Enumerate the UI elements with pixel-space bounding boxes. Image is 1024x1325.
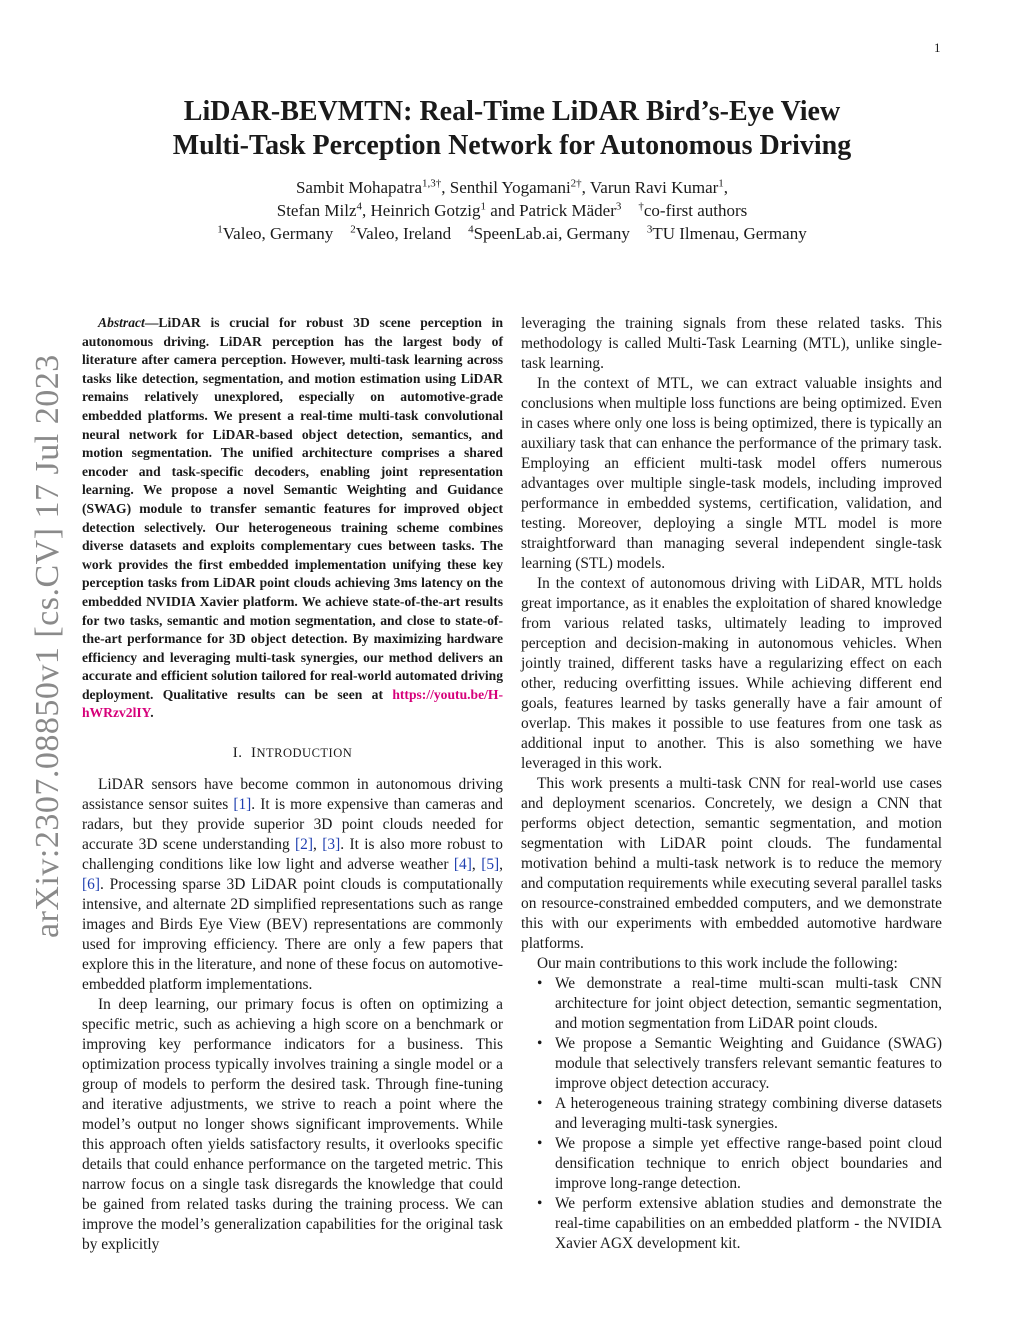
list-item [521, 1134, 942, 1194]
list-item-text: We perform extensive ablation studies and demonstrate the real-time capabilities on an embedded platform - the NVIDIA Xavier AGX development kit. [555, 1195, 942, 1252]
affiliation-mark: 3 [646, 223, 653, 236]
right-column [521, 314, 942, 1254]
bullet: • [537, 1135, 543, 1152]
left-column [82, 314, 503, 1255]
list-item-text: We propose a simple yet effective range-based point cloud densification technique to enrich object boundaries and improve long-range detection. [555, 1135, 942, 1192]
title-line-2: Multi-Task Perception Network for Autonomous Driving [172, 130, 852, 161]
list-item-text: We propose a Semantic Weighting and Guidance (SWAG) module that selectively transfers relevant semantic features to improve object detection accuracy. [555, 1035, 942, 1092]
text-run: , [471, 856, 482, 874]
intro-paragraph-3: In the context of MTL, we can extract valuable insights and conclusions when multiple loss functions are being optimized. Even in cases where only one loss is being optimized, there is typically an auxiliary task that can enhance the performance of the primary task. Employing an efficient multi-task model offers numerous advantages over multiple single-task models, including improved performance in embedded systems, certification, validation, and testing. Moreover, deploying a single MTL model is more straightforward than managing several independent single-task learning (STL) models. [521, 375, 943, 572]
citation-link[interactable]: [1] [233, 796, 252, 814]
author-line-2: Stefan Milz$^4$, Heinrich Gotzig$^1$ and Patrick Mäder$^3$ †co-first authors [276, 200, 748, 220]
author-name: Heinrich Gotzig [370, 201, 481, 220]
affiliation: SpeenLab.ai, Germany [473, 224, 630, 243]
section-heading-introduction [82, 743, 503, 763]
text-run: , [499, 856, 503, 874]
bullet: • [537, 1035, 543, 1052]
citation-link[interactable]: [4] [453, 856, 472, 874]
abstract [82, 314, 503, 723]
text-run: . It is also more robust to challenging conditions like low light and adverse weather [82, 836, 503, 874]
co-first-mark: † [638, 200, 644, 213]
author-name: Sambit Mohapatra [295, 178, 423, 197]
intro-paragraph-5: This work presents a multi-task CNN for real-world use cases and deployment scenarios. Concretely, we design a CNN that performs object detection, semantic segmentation, and motion segmentation with LiDAR point clouds. The fundamental motivation behind a multi-task network is to reduce the memory and computation requirements while executing several parallel tasks on resource-constrained embedded computers, and we demonstrate this with our experiments with embedded automotive hardware platforms. [521, 775, 942, 952]
intro-paragraph-6: Our main contributions to this work include the following: [537, 955, 898, 972]
citation-link[interactable]: [3] [322, 836, 341, 854]
author-name: Stefan Milz [276, 201, 357, 220]
section-heading-rest: NTRODUCTION [256, 746, 353, 761]
intro-paragraph-1 [82, 775, 503, 995]
intro-paragraph-2-continued: leveraging the training signals from these related tasks. This methodology is called Multi-Task Learning (MTL), unlike single-task learning. [521, 315, 942, 372]
author-affiliation-mark: 3 [615, 200, 622, 213]
author-affiliation-mark: 1 [480, 200, 487, 213]
paper-title [120, 95, 904, 163]
contribution-list [521, 974, 942, 1254]
affiliation-mark: 4 [468, 223, 474, 236]
arxiv-identifier-text: arXiv:2307.08850v1 [cs.CV] 17 Jul 2023 [29, 354, 66, 938]
text-run: . Processing sparse 3D LiDAR point clouds is computationally intensive, and alternate 2D simplified representations such as range images and Birds Eye View (BEV) representations are commonly used for improving efficiency. There are only a few papers that explore this in the literature, and none of these focus on automotive-embedded platform implementations. [82, 876, 503, 994]
text-run: , [313, 836, 323, 854]
affiliation-mark: 2 [350, 223, 356, 236]
affiliation: Valeo, Ireland [355, 224, 452, 243]
author-name: Varun Ravi Kumar [589, 178, 719, 197]
affiliation-line [120, 222, 904, 245]
title-line-1: LiDAR-BEVMTN: Real-Time LiDAR Bird’s-Eye View [183, 96, 841, 127]
author-affiliation-mark: 1 [718, 177, 724, 190]
author-affiliation-mark: 2† [570, 177, 582, 190]
citation-link[interactable]: [5] [481, 856, 500, 874]
list-item-text: We demonstrate a real-time multi-scan multi-task CNN architecture for joint object detection, semantic segmentation, and motion segmentation from LiDAR point clouds. [555, 975, 942, 1032]
author-affiliation-mark: 4 [356, 200, 363, 213]
intro-paragraph-2: In deep learning, our primary focus is often on optimizing a specific metric, such as achieving a high score on a benchmark or improving key performance indicators for a business. This optimization process typically involves training a single model or a group of models to perform the desired task. Through fine-tuning and iterative adjustments, we strive to reach a point where the model’s output no longer shows significant improvements. While this approach often yields satisfactory results, it overlooks specific details that could enhance performance on the targeted metric. This narrow focus on a single task disregards the knowledge that could be gained from related tasks during the training process. We can improve the model’s generalization capabilities for the original task by explicitly [82, 996, 503, 1254]
section-heading-initial: I [250, 745, 257, 762]
abstract-label: Abstract [98, 315, 145, 330]
list-item [521, 1094, 942, 1134]
citation-link[interactable]: [2] [295, 836, 313, 854]
affiliation-mark: 1 [217, 223, 223, 236]
list-item [521, 974, 942, 1034]
bullet: • [537, 975, 543, 992]
page-number: 1 [934, 40, 941, 55]
affiliation: Valeo, Germany [222, 224, 334, 243]
author-block [120, 176, 904, 245]
abstract-text: —LiDAR is crucial for robust 3D scene perception in autonomous driving. LiDAR perception has the largest body of literature after camera perception. However, multi-task learning across tasks like detection, segmentation, and motion estimation using LiDAR remains relatively unexplored, especially on automotive-grade embedded platforms. We present a real-time multi-task convolutional neural network for LiDAR-based object detection, semantics, and motion segmentation. The unified architecture comprises a shared encoder and task-specific decoders, enabling joint representation learning. We propose a novel Semantic Weighting and Guidance (SWAG) module to transfer semantic features for improved object detection selectively. Our heterogeneous training scheme combines diverse datasets and exploits complementary cues between tasks. The work provides the first embedded implementation unifying these key perception tasks from LiDAR point clouds achieving 3ms latency on the embedded NVIDIA Xavier platform. We achieve state-of-the-art results for two tasks, semantic and motion segmentation, and close to state-of-the-art performance for 3D object detection. By maximizing hardware efficiency and leveraging multi-task synergies, our method delivers an accurate and efficient solution tailored for real-world automated driving deployment. Qualitative results can be seen at [82, 315, 503, 702]
author-name: Senthil Yogamani [449, 178, 571, 197]
affiliation: TU Ilmenau, Germany [652, 224, 807, 243]
text-run: . It is more expensive than cameras and radars, but they provide superior 3D point clouds needed for accurate 3D scene understanding [82, 796, 504, 854]
bullet: • [537, 1195, 543, 1212]
abstract-end: . [150, 705, 154, 721]
section-numeral: I. [232, 745, 243, 762]
author-affiliation-mark: 1,3† [422, 177, 442, 190]
author-line-1: Sambit Mohapatra$^{1,3\dagger}$, Senthil Yogamani$^{2\dagger}$, Varun Ravi Kumar$^1$, [295, 177, 729, 197]
citation-link[interactable]: [6] [82, 876, 100, 894]
list-item [521, 1034, 942, 1094]
list-item [521, 1194, 942, 1254]
text-run: LiDAR sensors have become common in autonomous driving assistance sensor suites [82, 776, 503, 814]
intro-paragraph-4: In the context of autonomous driving with LiDAR, MTL holds great importance, as it enables the exploitation of shared knowledge from various related tasks, ultimately leading to improved perception and decision-making in autonomous vehicles. When jointly trained, different tasks have a regularizing effect on each other, reducing overfitting issues. While achieving different end goals, features learned by tasks generally have a fair amount of overlap. This makes it possible to use features from one task as additional input to another. This is also something we have leveraged in this work. [521, 575, 942, 772]
author-name: Patrick Mäder [519, 201, 616, 220]
co-first-note: co-first authors [643, 201, 748, 220]
bullet: • [537, 1095, 543, 1112]
list-item-text: A heterogeneous training strategy combining diverse datasets and leveraging multi-task synergies. [555, 1095, 942, 1132]
video-link[interactable]: https://youtu.be/H-hWRzv2lIY [82, 686, 503, 721]
